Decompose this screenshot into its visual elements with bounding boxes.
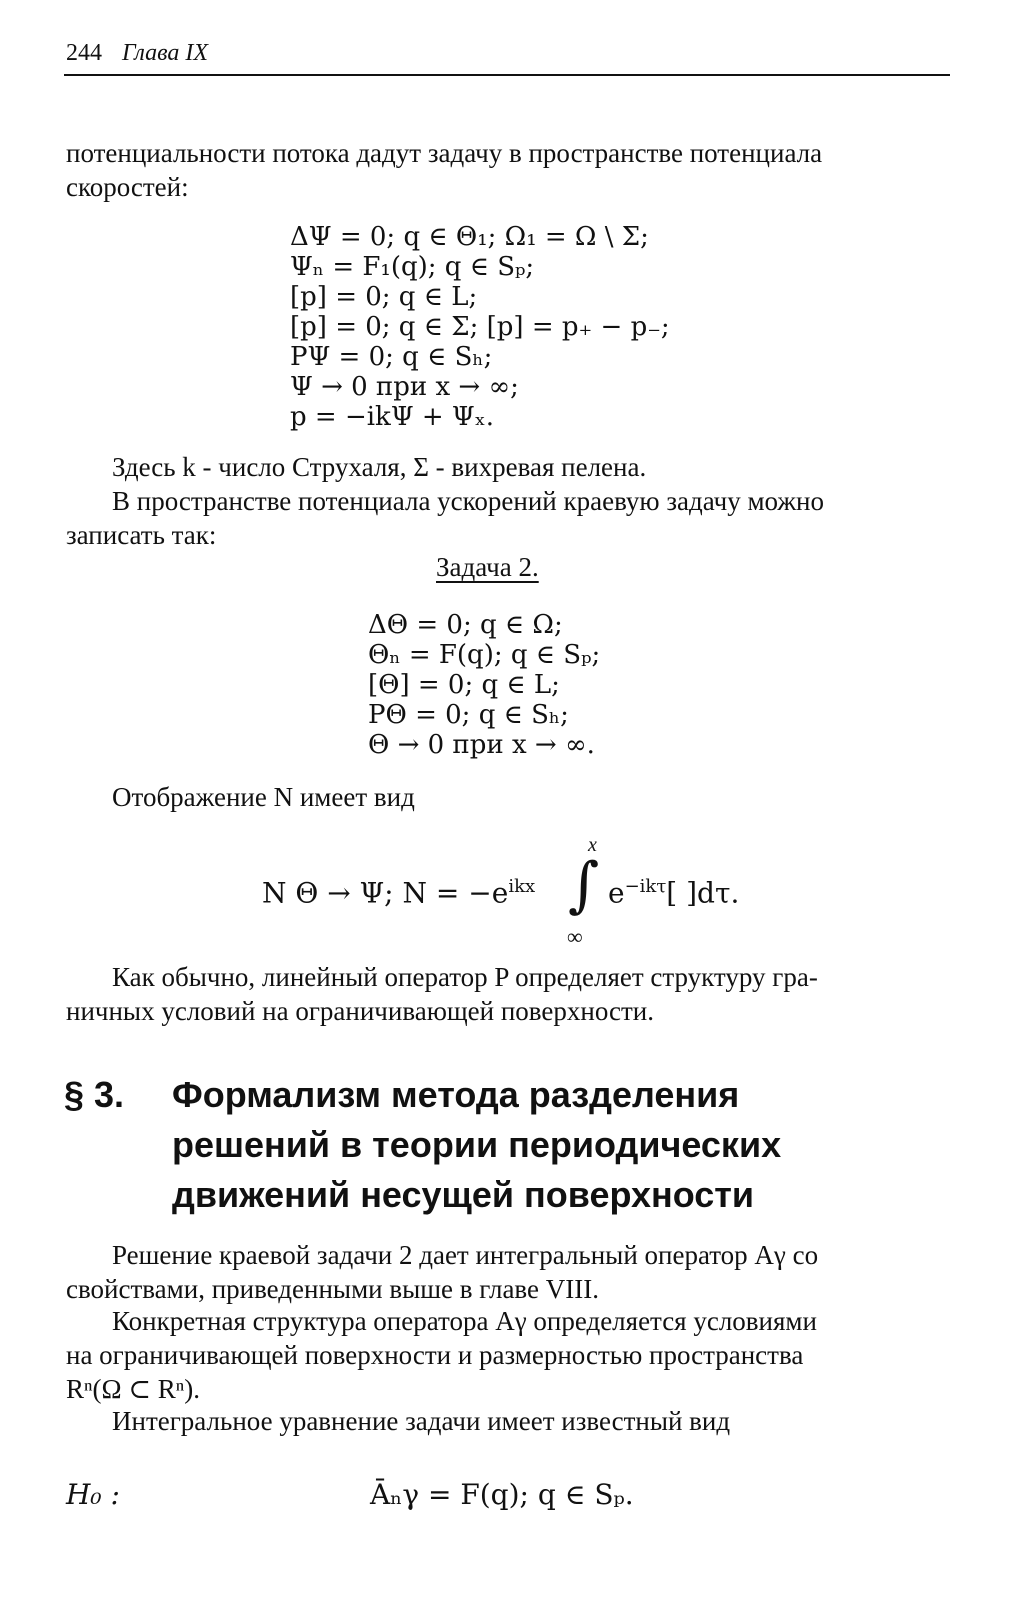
exponent-ikx: ikx [508,876,536,897]
mapping-formula [262,872,535,908]
equation-label: H₀ : [66,1478,120,1511]
equation-line: PΨ = 0; q ∈ Sₕ; [290,342,493,372]
operator-line-1: Как обычно, линейный оператор P определяет структуру гра- [112,962,818,992]
acceleration-paragraph [66,484,824,552]
equation-line: [p] = 0; q ∈ Σ; [p] = p₊ − p₋; [290,312,670,342]
equation-line: Θ → 0 при x → ∞. [368,730,595,760]
operator-line-2: ничных условий на ограничивающей поверхности. [66,996,654,1026]
operator-paragraph [66,960,818,1028]
structure-line-1: Конкретная структура оператора Aγ определяется условиями [112,1306,817,1336]
equation-line: Ψₙ = F₁(q); q ∈ Sₚ; [290,252,535,282]
solution-paragraph [66,1238,818,1306]
integral-lower-limit: ∞ [567,924,583,949]
final-equation: Āₙγ = F(q); q ∈ Sₚ. [370,1478,634,1511]
strouhal-note: Здесь k - число Струхаля, Σ - вихревая пелена. [112,452,647,482]
equation-line: [Θ] = 0; q ∈ L; [368,670,560,700]
integral-upper-limit: x [588,834,597,856]
integrand-tail: [ ]dτ. [666,876,740,910]
equation-line: PΘ = 0; q ∈ Sₕ; [368,700,569,730]
velocity-potential-system [290,222,670,432]
equation-line: Ψ → 0 при x → ∞; [290,372,519,402]
integrand [608,872,739,908]
accel-line-2: записать так: [66,520,217,550]
structure-line-2: на ограничивающей поверхности и размерностью пространства [66,1340,804,1370]
acceleration-potential-system [368,610,600,760]
intro-line-1: потенциальности потока дадут задачу в пространстве потенциала [66,138,823,168]
structure-line-3: Rⁿ(Ω ⊂ Rⁿ). [66,1374,200,1404]
section-title [172,1070,781,1220]
mapping-intro: Отображение N имеет вид [112,782,415,812]
page-number: 244 [66,40,102,66]
equation-line: ΔΨ = 0; q ∈ Θ₁; Ω₁ = Ω \ Σ; [290,222,649,252]
intro-line-2: скоростей: [66,172,189,202]
intro-paragraph [66,136,822,204]
equation-line: Θₙ = F(q); q ∈ Sₚ; [368,640,601,670]
chapter-title: Глава IX [122,40,209,66]
mapping-lhs: N Θ → Ψ; N = −e [262,876,509,910]
equation-line: [p] = 0; q ∈ L; [290,282,478,312]
structure-paragraph [66,1304,817,1406]
section-title-line-1: Формализм метода разделения [172,1074,740,1115]
section-number: § 3. [64,1074,125,1115]
task-2-title: Задача 2. [436,552,539,582]
equation-line: ΔΘ = 0; q ∈ Ω; [368,610,563,640]
integral-equation-intro: Интегральное уравнение задачи имеет известный вид [112,1406,731,1436]
equation-line: p = −ikΨ + Ψₓ. [290,402,495,432]
integrand-base: e [608,876,625,910]
running-header [66,40,208,67]
accel-line-1: В пространстве потенциала ускорений краевую задачу можно [112,486,824,516]
exponent-iktau: −ikτ [624,876,667,897]
section-title-line-2: решений в теории периодических [172,1124,782,1165]
header-rule [64,74,950,76]
integral-sign: ∫ [568,850,600,920]
solution-line-2: свойствами, приведенными выше в главе VIII. [66,1274,599,1304]
solution-line-1: Решение краевой задачи 2 дает интегральный оператор Aγ со [112,1240,819,1270]
section-title-line-3: движений несущей поверхности [172,1174,755,1215]
